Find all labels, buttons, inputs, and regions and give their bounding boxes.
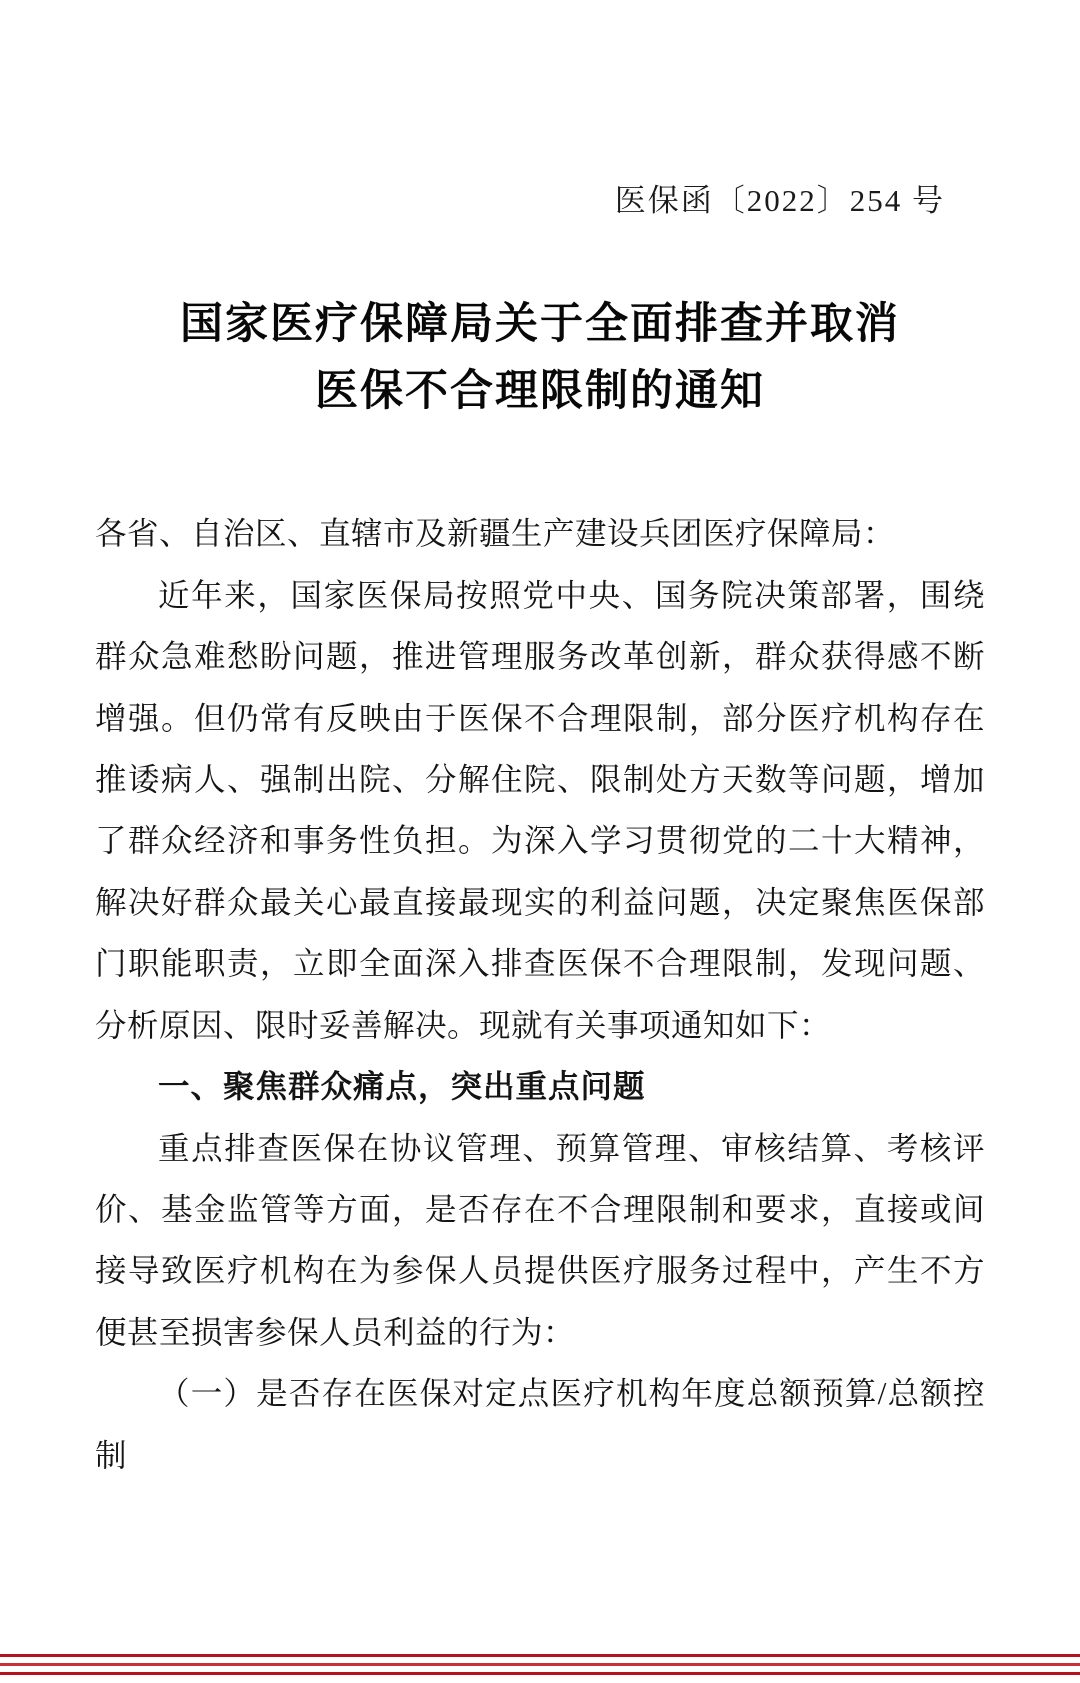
section-paragraph-1: 重点排查医保在协议管理、预算管理、审核结算、考核评价、基金监管等方面，是否存在不合理限制和要求，直接或间接导致医疗机构在为参保人员提供医疗服务过程中，产生不方便甚至损害参保人员利益的行为： — [95, 1130, 985, 1350]
footer-rule-1 — [0, 1654, 1080, 1657]
footer-rule-2 — [0, 1663, 1080, 1666]
section-heading-1: 一、聚焦群众痛点，突出重点问题 — [158, 1069, 646, 1105]
addressee-line: 各省、自治区、直辖市及新疆生产建设兵团医疗保障局： — [95, 516, 896, 552]
document-title — [95, 292, 985, 425]
title-line-1: 国家医疗保障局关于全面排查并取消 — [180, 301, 900, 348]
document-number: 医保函〔2022〕254 号 — [614, 183, 945, 218]
footer-decorative-rules — [0, 1647, 1080, 1683]
title-line-2: 医保不合理限制的通知 — [315, 367, 765, 415]
footer-rule-3 — [0, 1672, 1080, 1675]
section-paragraph-2: （一）是否存在医保对定点医疗机构年度总额预算/总额控制 — [95, 1376, 985, 1473]
body-paragraph-1: 近年来，国家医保局按照党中央、国务院决策部署，围绕群众急难愁盼问题，推进管理服务改革创新，群众获得感不断增强。但仍常有反映由于医保不合理限制，部分医疗机构存在推诿病人、强制出院、分解住院、限制处方天数等问题，增加了群众经济和事务性负担。为深入学习贯彻党的二十大精神，解决好群众最关心最直接最现实的利益问题，决定聚焦医保部门职能职责，立即全面深入排查医保不合理限制，发现问题、分析原因、限时妥善解决。现就有关事项通知如下： — [95, 577, 985, 1043]
document-body — [95, 503, 985, 1486]
